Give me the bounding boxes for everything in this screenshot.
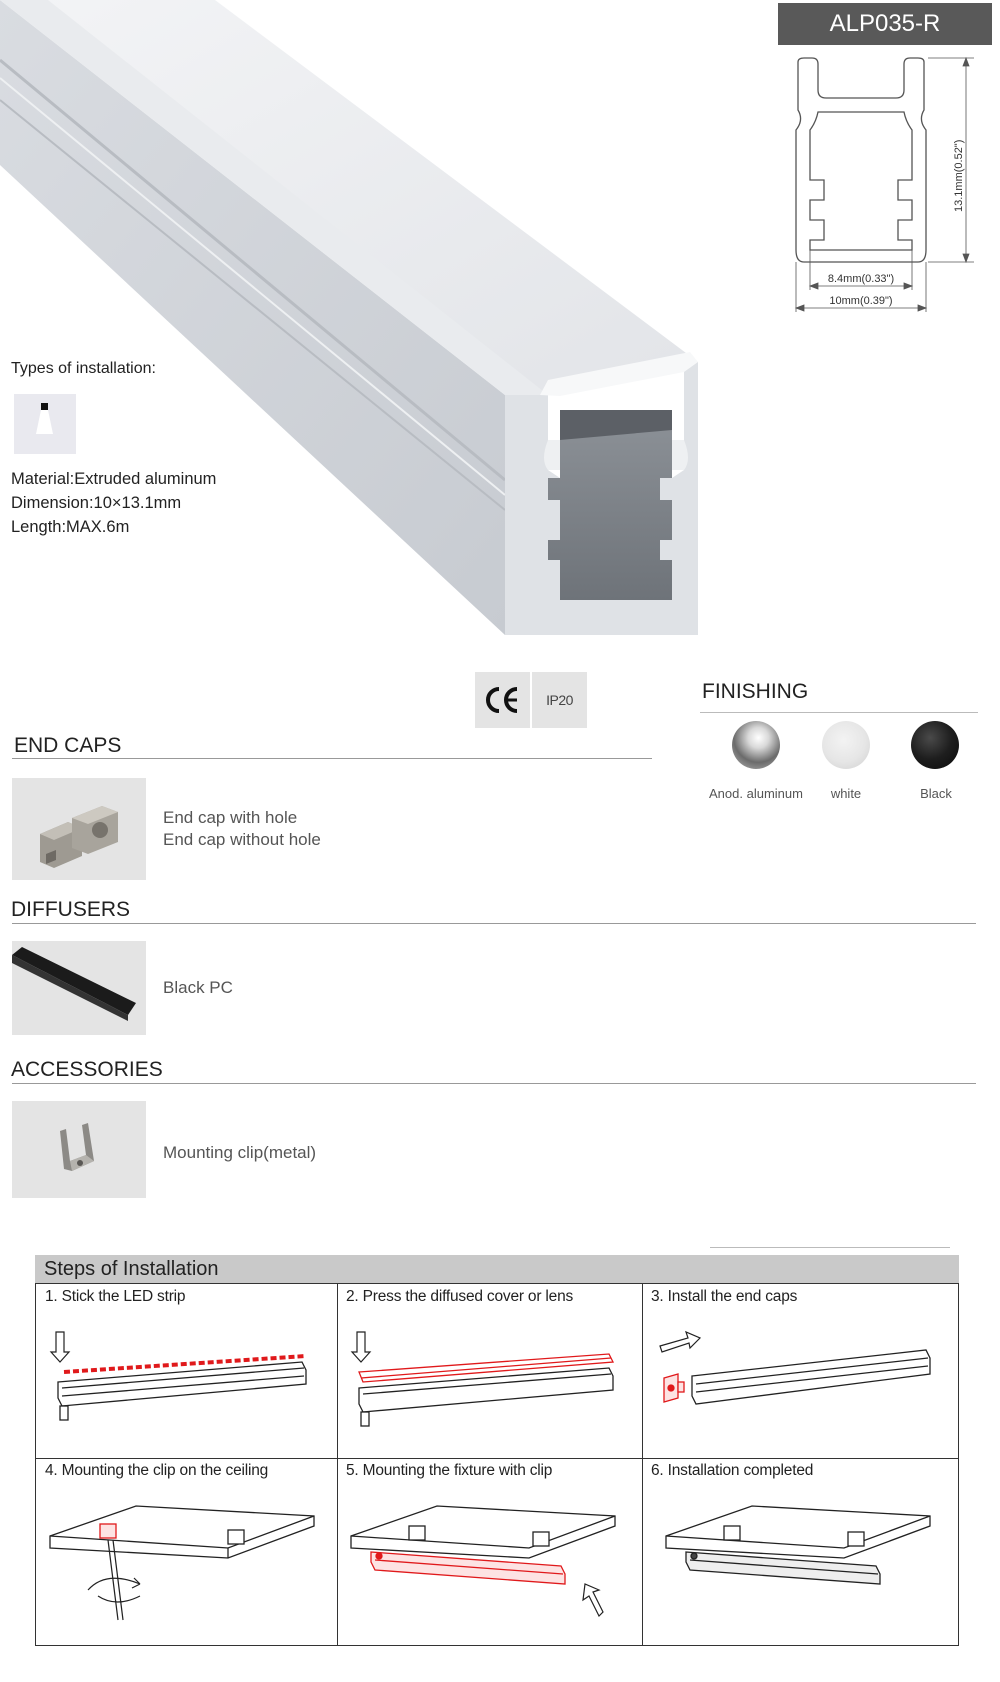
finish-swatch-white	[822, 721, 870, 769]
ip20-rating-badge	[532, 672, 587, 728]
step-3-illustration	[642, 1312, 958, 1458]
finish-label-white: white	[830, 786, 862, 801]
recessed-install-icon	[14, 394, 76, 454]
step-1	[36, 1284, 337, 1458]
steps-title: Steps of Installation	[44, 1258, 219, 1280]
dimension-height: 13.1mm(0.52")	[953, 139, 965, 212]
finishing-title: FINISHING	[702, 680, 809, 703]
step-6-illustration	[642, 1486, 958, 1646]
end-caps-title: END CAPS	[14, 734, 122, 757]
step-5-illustration	[337, 1486, 642, 1646]
step-6-label: 6. Installation completed	[651, 1462, 814, 1479]
cross-section-drawing	[778, 50, 992, 330]
ip-rating-text: IP20	[546, 692, 573, 708]
step-4-illustration	[36, 1486, 337, 1646]
finishing-divider	[700, 712, 978, 713]
step-5-label: 5. Mounting the fixture with clip	[346, 1462, 553, 1479]
end-cap-with-hole-label: End cap with hole	[163, 808, 298, 827]
diffusers-divider	[12, 923, 976, 924]
model-title: ALP035-R	[778, 3, 992, 45]
spec-length: Length:MAX.6m	[11, 518, 130, 536]
end-caps-divider	[12, 758, 652, 759]
dimension-inner-width: 8.4mm(0.33")	[827, 273, 895, 285]
finish-label-anodized-aluminum: Anod. aluminum	[709, 786, 803, 801]
step-2	[337, 1284, 642, 1458]
step-1-illustration	[36, 1312, 337, 1458]
ce-certification-icon	[475, 672, 530, 728]
diffuser-black-pc-label: Black PC	[163, 978, 233, 997]
step-3	[642, 1284, 958, 1458]
installation-type-label: Types of installation:	[11, 360, 156, 377]
dimension-outer-width: 10mm(0.39")	[829, 295, 893, 307]
end-caps-image	[12, 778, 146, 880]
step-1-label: 1. Stick the LED strip	[45, 1288, 186, 1305]
step-2-label: 2. Press the diffused cover or lens	[346, 1288, 574, 1305]
finish-swatch-black	[911, 721, 959, 769]
steps-top-rule	[710, 1247, 950, 1248]
accessories-divider	[12, 1083, 976, 1084]
profile-product-image	[0, 0, 720, 660]
spec-dimension: Dimension:10×13.1mm	[11, 494, 182, 512]
diffuser-image	[12, 941, 146, 1035]
end-cap-without-hole-label: End cap without hole	[163, 830, 321, 849]
step-4	[36, 1458, 337, 1647]
finish-swatch-anodized-aluminum	[732, 721, 780, 769]
step-2-illustration	[337, 1312, 642, 1458]
finish-label-black: Black	[920, 786, 952, 801]
step-4-label: 4. Mounting the clip on the ceiling	[45, 1462, 269, 1479]
diffusers-title: DIFFUSERS	[11, 898, 131, 921]
spec-material: Material:Extruded aluminum	[11, 470, 217, 488]
step-6	[642, 1458, 958, 1647]
mounting-clip-image	[12, 1101, 146, 1198]
step-5	[337, 1458, 642, 1647]
mounting-clip-label: Mounting clip(metal)	[163, 1143, 317, 1162]
accessories-title: ACCESSORIES	[11, 1058, 163, 1081]
step-3-label: 3. Install the end caps	[651, 1288, 798, 1305]
steps-grid	[35, 1283, 959, 1646]
